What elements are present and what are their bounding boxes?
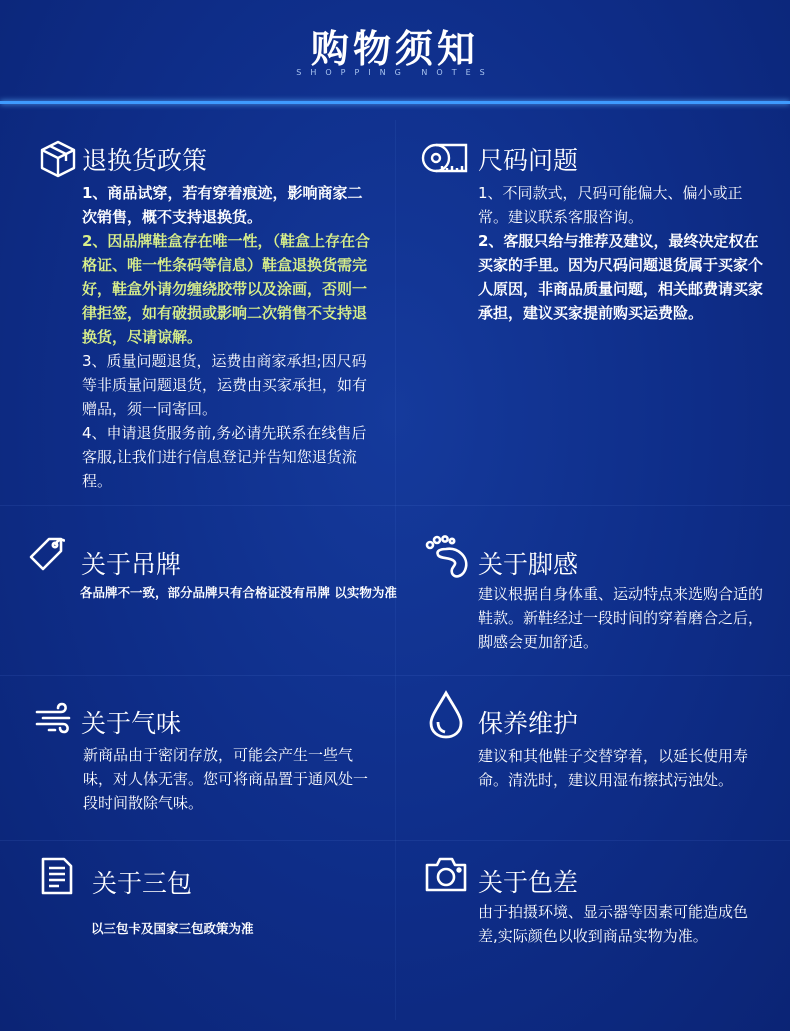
camera-icon (424, 855, 468, 895)
section-smell (35, 698, 390, 828)
wind-icon (35, 698, 75, 738)
color-paragraph-1: 由于拍摄环境、显示器等因素可能造成色差,实际颜色以收到商品实物为准。 (478, 903, 749, 945)
page-title: 购物须知 (310, 27, 479, 71)
tape-measure-icon (420, 138, 470, 178)
water-drop-icon (428, 690, 464, 740)
size-paragraph-2: 2、客服只给与推荐及建议，最终决定权在买家的手里。因为尺码问题退货属于买家个人原因，非商品质量问题，相关邮费请买家承担，建议买家提前购买运费险。 (478, 232, 764, 322)
section-title: 保养维护 (478, 709, 579, 738)
footprint-icon (424, 535, 472, 581)
section-title: 关于色差 (478, 868, 579, 897)
page-subtitle: SHOPPING NOTES (296, 68, 494, 77)
section-size (420, 138, 770, 338)
care-paragraph-1: 建议和其他鞋子交替穿着，以延长使用寿命。清洗时，建议用湿布擦拭污浊处。 (478, 747, 749, 789)
section-title: 关于吊牌 (81, 550, 182, 579)
returns-paragraph-3: 3、质量问题退货，运费由商家承担;因尺码等非质量问题退货，运费由买家承担，如有赠品，须一同寄回。 (82, 352, 368, 418)
warranty-paragraph-1: 以三包卡及国家三包政策为准 (91, 921, 254, 936)
smell-paragraph-1: 新商品由于密闭存放，可能会产生一些气味，对人体无害。您可将商品置于通风处一段时间散除气味。 (83, 746, 369, 812)
section-warranty (40, 856, 390, 956)
section-returns (38, 138, 388, 498)
page-header (0, 0, 790, 105)
section-tag (25, 535, 395, 655)
returns-paragraph-1: 1、商品试穿，若有穿着痕迹，影响商家二次销售，概不支持退换货。 (82, 184, 363, 226)
returns-paragraph-2: 2、因品牌鞋盒存在唯一性，（鞋盒上存在合格证、唯一性条码等信息）鞋盒退换货需完好，鞋盒外请勿缠绕胶带以及涂画，否则一律拒签，如有破损或影响二次销售不支持退换货，尽请谅解。 (82, 232, 370, 346)
section-title: 关于气味 (81, 709, 182, 738)
section-color (424, 855, 774, 965)
returns-paragraph-4: 4、申请退货服务前,务必请先联系在线售后客服,让我们进行信息登记并告知您退货流程。 (82, 424, 367, 490)
box-icon (38, 138, 78, 178)
section-title: 尺码问题 (478, 146, 579, 175)
divider (395, 120, 396, 1020)
section-title: 关于脚感 (478, 550, 579, 579)
section-feel (424, 535, 774, 665)
section-care (428, 690, 778, 820)
price-tag-icon (25, 535, 65, 575)
tag-paragraph-1: 各品牌不一致，部分品牌只有合格证没有吊牌 以实物为准 (80, 585, 397, 600)
header-divider (0, 101, 790, 104)
section-title: 退换货政策 (82, 146, 208, 175)
size-paragraph-1: 1、不同款式，尺码可能偏大、偏小或正常。建议联系客服咨询。 (478, 184, 743, 226)
document-icon (40, 856, 74, 896)
section-title: 关于三包 (92, 869, 193, 898)
feel-paragraph-1: 建议根据自身体重、运动特点来选购合适的鞋款。新鞋经过一段时间的穿着磨合之后，脚感会更加舒适。 (478, 585, 764, 651)
